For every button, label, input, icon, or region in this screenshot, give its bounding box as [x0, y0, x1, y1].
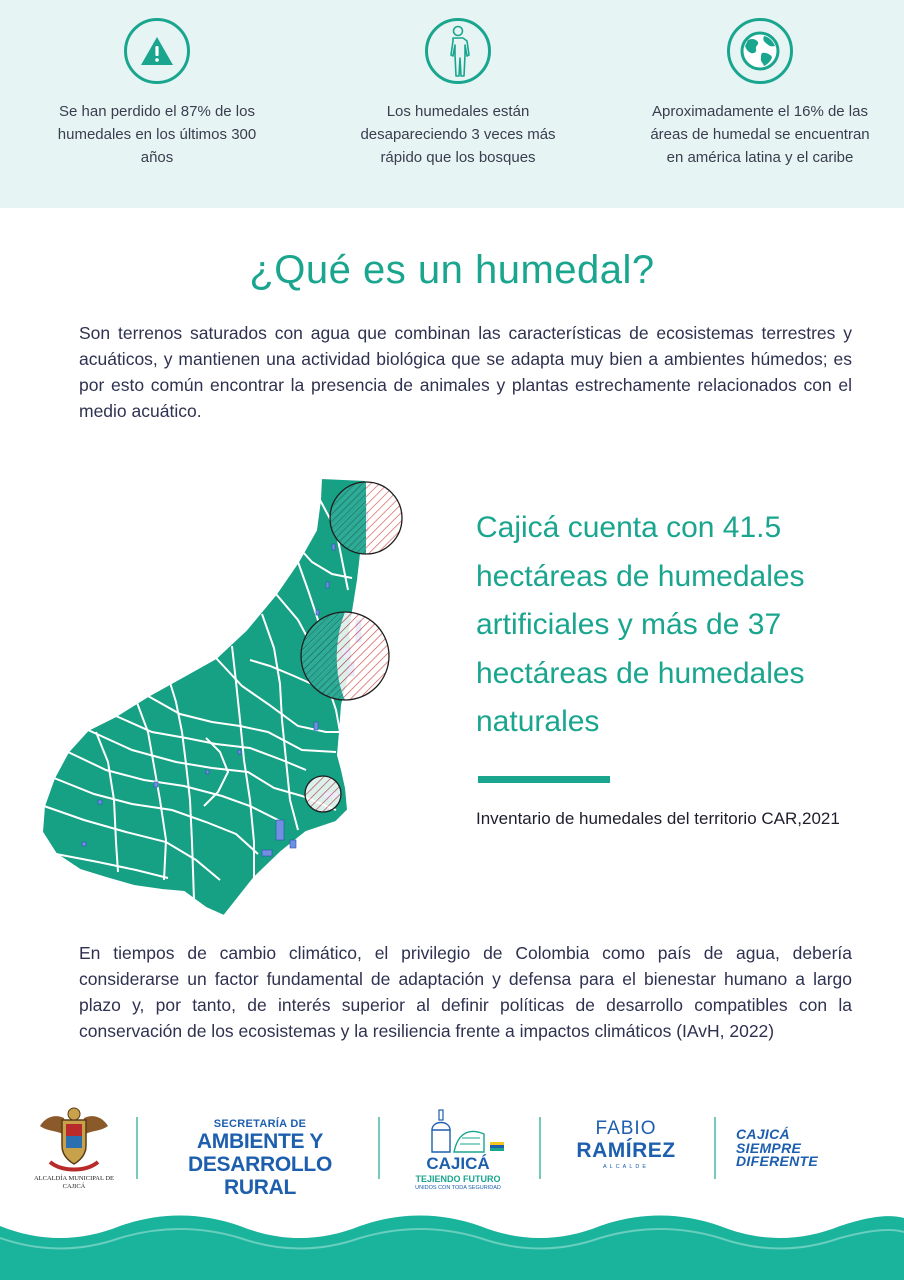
cajica-wetlands-map: [36, 470, 416, 920]
secretaria-line1: AMBIENTE Y: [196, 1130, 324, 1153]
definition-paragraph: Son terrenos saturados con agua que combinan las características de ecosistemas terrestres y acuáticos, y mantienen una actividad biológica que se adapta muy bien a ambientes húmedos; es por esto común encontrar la presencia de animales y plantas estrechamente relacionados con el medio acuático.: [79, 323, 852, 421]
stat-wetland-loss: [42, 18, 272, 169]
secretaria-small: SECRETARÍA DE: [213, 1118, 307, 1130]
mayor-last-name: RAMÍREZ: [576, 1139, 676, 1162]
secretaria-line2: DESARROLLO RURAL: [187, 1153, 332, 1199]
footer-waves: [0, 1212, 904, 1280]
cajica-tejiendo-futuro-logo: [398, 1104, 518, 1196]
logo-divider: [714, 1117, 716, 1179]
mayor-role: ALCALDE: [602, 1164, 650, 1170]
cajica-siempre-diferente-logo: [736, 1128, 876, 1169]
logo-divider: [136, 1117, 138, 1179]
warning-icon: [124, 18, 190, 84]
cajica-name: CAJICÁ: [426, 1154, 490, 1173]
secretaria-logo: [155, 1118, 365, 1199]
accent-divider: [478, 776, 610, 783]
globe-icon: [727, 18, 793, 84]
slogan-line: SIEMPRE: [736, 1139, 802, 1156]
slogan-line: CAJICÁ: [736, 1126, 790, 1142]
stat-latin-america: [645, 18, 875, 169]
data-source: Inventario de humedales del territorio CAR,2021: [476, 809, 840, 828]
stat-disappearing: [343, 18, 573, 169]
mayor-first-name: FABIO: [595, 1118, 657, 1139]
hectares-highlight: Cajicá cuenta con 41.5 hectáreas de humedales artificiales y más de 37 hectáreas de humedales naturales: [476, 511, 805, 738]
cajica-subslogan: UNIDOS CON TODA SEGURIDAD: [415, 1185, 501, 1191]
stat-text: Se han perdido el 87% de los humedales en los últimos 300 años: [57, 103, 257, 166]
alcaldia-label: ALCALDÍA MUNICIPAL DE CAJICÁ: [33, 1175, 115, 1190]
cajica-slogan: TEJIENDO FUTURO: [415, 1174, 501, 1184]
page-title: ¿Qué es un humedal?: [249, 248, 655, 292]
human-figure-icon: [425, 18, 491, 84]
logo-divider: [378, 1117, 380, 1179]
slogan-line: DIFERENTE: [736, 1153, 819, 1169]
stat-text: Los humedales están desapareciendo 3 veces más rápido que los bosques: [360, 103, 556, 166]
mayor-logo: [560, 1118, 692, 1170]
logo-divider: [539, 1117, 541, 1179]
climate-paragraph: En tiempos de cambio climático, el privilegio de Colombia como país de agua, debería considerarse un factor fundamental de adaptación y defensa para el bienestar humano a largo plazo y, por tanto, de interés superior al definir políticas de desarrollo compatibles con la conservación de los ecosistemas y la resiliencia frente a impactos climáticos (IAvH, 2022): [79, 943, 852, 1041]
stat-text: Aproximadamente el 16% de las áreas de humedal se encuentran en américa latina y el caribe: [650, 103, 870, 166]
